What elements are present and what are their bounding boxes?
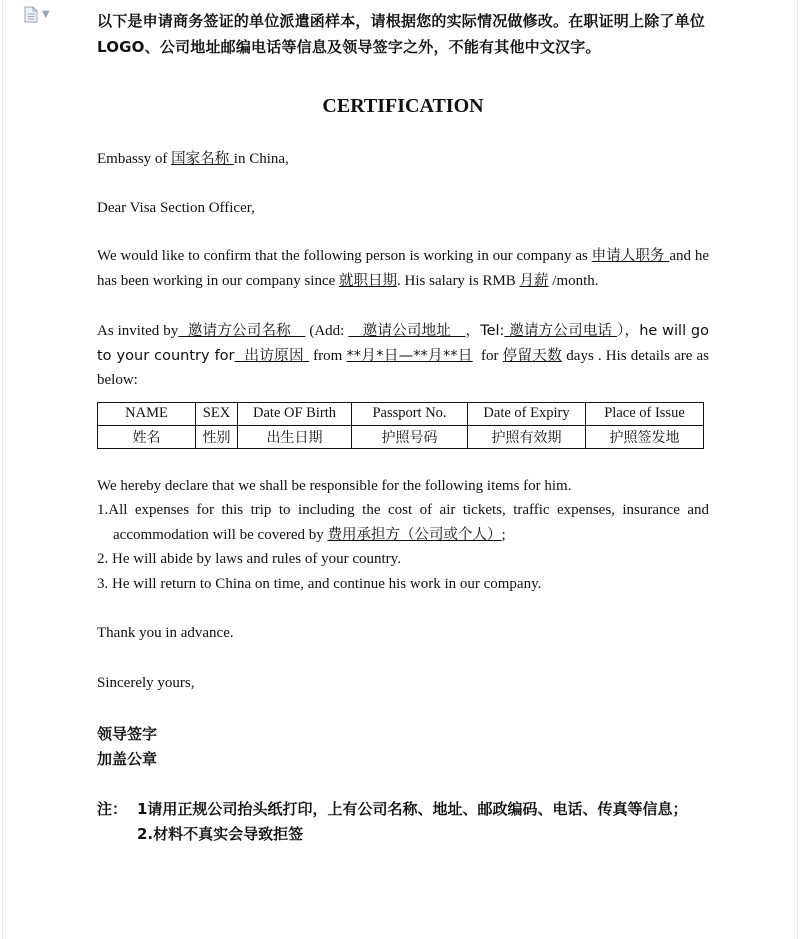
- table-header-cell: Date OF Birth: [238, 402, 352, 425]
- table-cell: 姓名: [98, 425, 196, 448]
- embassy-prefix: Embassy of: [97, 151, 172, 167]
- table-cell: 出生日期: [238, 425, 352, 448]
- para2-text-2: (Add:: [305, 323, 349, 339]
- note-lines: [137, 797, 687, 847]
- para2-text-3: ，Tel:: [465, 323, 505, 339]
- para2-text-5: from: [309, 347, 347, 364]
- document-page: [97, 0, 709, 847]
- note-label: 注：: [97, 800, 128, 818]
- table-header-cell: NAME: [98, 402, 196, 425]
- table-cell: 护照号码: [352, 425, 468, 448]
- para1-text-4: /month.: [548, 272, 599, 289]
- salary-placeholder: 月薪: [519, 272, 549, 289]
- note-block: [97, 797, 709, 847]
- seal-label: 加盖公章: [97, 750, 158, 768]
- table-row: [98, 425, 704, 448]
- para2-text-7: days . His details are as below:: [97, 347, 709, 388]
- position-placeholder: 申请人职务: [591, 248, 670, 264]
- invitation-paragraph: [97, 319, 709, 393]
- para2-text-4: ），he will go to your country for: [97, 323, 710, 364]
- dates-placeholder: **月*日—**月**日: [346, 347, 473, 364]
- table-header-cell: Place of Issue: [586, 402, 704, 425]
- phone-placeholder: 邀请方公司电话: [504, 323, 618, 339]
- declaration-item-2: 2. He will abide by laws and rules of your country.: [97, 551, 401, 567]
- declaration-intro: We hereby declare that we shall be responsible for the following items for him.: [97, 477, 572, 494]
- note-line-1: 1请用正规公司抬头纸打印，上有公司名称、地址、邮政编码、电话、传真等信息；: [137, 800, 688, 818]
- para1-text-1: We would like to confirm that the following person is working in our company as: [97, 248, 592, 264]
- signature-label: 领导签字: [97, 725, 158, 743]
- para1-text-3: . His salary is RMB: [397, 272, 520, 289]
- item1-text: 1.All expenses for this trip to including the cost of air tickets, traffic expenses, insurance and accommodation will be covered by: [97, 502, 709, 543]
- table-cell: 护照签发地: [586, 425, 704, 448]
- closing-line: Sincerely yours,: [97, 674, 195, 691]
- declaration-item-3: 3. He will return to China on time, and continue his work in our company.: [97, 575, 542, 592]
- note-line-2: 2.材料不真实会导致拒签: [137, 825, 304, 843]
- table-cell: 护照有效期: [468, 425, 586, 448]
- right-margin-line: [797, 0, 798, 939]
- inviter-placeholder: 邀请方公司名称: [178, 323, 306, 339]
- chevron-down-icon: ▼: [42, 9, 50, 20]
- left-margin-line: [2, 0, 3, 939]
- days-placeholder: 停留天数: [502, 347, 563, 364]
- address-placeholder: 邀请公司地址: [348, 323, 466, 339]
- reason-placeholder: 出访原因: [234, 347, 310, 364]
- employment-paragraph: [97, 244, 709, 293]
- document-menu[interactable]: [24, 6, 50, 23]
- para2-text-6: for: [472, 347, 503, 364]
- table-header-cell: Date of Expiry: [468, 402, 586, 425]
- greeting: Dear Visa Section Officer,: [97, 199, 255, 216]
- para1-text-2: and he has been working in our company since: [97, 248, 710, 289]
- thanks-line: Thank you in advance.: [97, 625, 234, 641]
- applicant-details-table: [97, 402, 704, 449]
- start-date-placeholder: 就职日期: [339, 272, 398, 289]
- payer-placeholder: 费用承担方（公司或个人）: [327, 526, 502, 543]
- table-cell: 性别: [196, 425, 238, 448]
- document-icon: [24, 6, 38, 23]
- declaration-item-1: [97, 498, 709, 547]
- table-header-row: [98, 402, 704, 425]
- page-title: CERTIFICATION: [322, 95, 484, 117]
- embassy-line: [97, 147, 709, 172]
- embassy-suffix: in China,: [233, 151, 289, 167]
- para2-text-1: As invited by: [97, 323, 179, 339]
- table-header-cell: SEX: [196, 402, 238, 425]
- table-header-cell: Passport No.: [352, 402, 468, 425]
- intro-instructions: 以下是申请商务签证的单位派遣函样本，请根据您的实际情况做修改。在职证明上除了单位LOGO、公司地址邮编电话等信息及领导签字之外，不能有其他中文汉字。: [97, 12, 706, 56]
- item1-end: ;: [501, 526, 506, 543]
- country-placeholder: 国家名称: [171, 151, 234, 167]
